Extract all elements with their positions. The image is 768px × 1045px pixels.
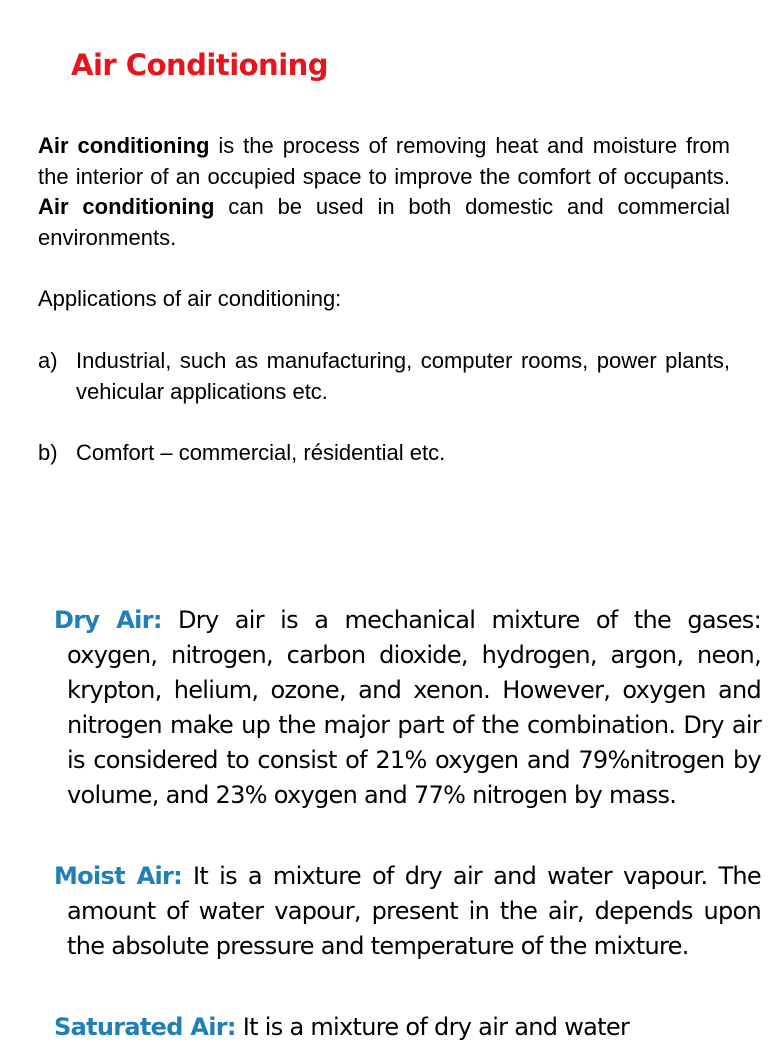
definition-term: Dry Air:	[54, 606, 162, 634]
list-marker: a)	[38, 348, 58, 373]
cut-off-content	[0, 1010, 768, 1041]
applications-heading: Applications of air conditioning:	[38, 286, 342, 311]
list-marker: b)	[38, 440, 58, 465]
definition-text: It is a mixture of dry air and water vapour. The amount of water vapour, present in the air, depends upon the absolute pressure and temperature of the mixture.	[67, 862, 761, 960]
list-item-text: Industrial, such as manufacturing, computer rooms, power plants, vehicular applications etc.	[76, 348, 730, 404]
intro-paragraph	[38, 131, 730, 253]
page-title: Air Conditioning	[71, 48, 329, 82]
application-item-industrial	[38, 346, 730, 407]
definition-dry-air	[54, 603, 761, 813]
definition-moist-air	[54, 859, 761, 964]
definition-saturated-air	[54, 1010, 761, 1045]
list-item-text: Comfort – commercial, résidential etc.	[76, 440, 446, 465]
application-item-comfort	[38, 438, 730, 469]
definition-text: It is a mixture of dry air and water	[235, 1013, 630, 1041]
intro-text-1: is the process of removing heat and moisture from the interior of an occupied space to improve the comfort of occupants.	[38, 133, 730, 189]
intro-text-2: can be used in both domestic and commercial environments.	[38, 194, 730, 250]
intro-term-2: Air conditioning	[38, 194, 215, 220]
definition-term: Moist Air:	[54, 862, 183, 890]
definition-term: Saturated Air:	[54, 1013, 236, 1041]
definition-text: Dry air is a mechanical mixture of the gases: oxygen, nitrogen, carbon dioxide, hydrogen, argon, neon, krypton, helium, ozone, and xenon. However, oxygen and nitrogen make up the major part of the combination. Dry air is considered to consist of 21% oxygen and 79%nitrogen by volume, and 23% oxygen and 77% nitrogen by mass.	[67, 606, 761, 809]
intro-term-1: Air conditioning	[38, 133, 210, 158]
